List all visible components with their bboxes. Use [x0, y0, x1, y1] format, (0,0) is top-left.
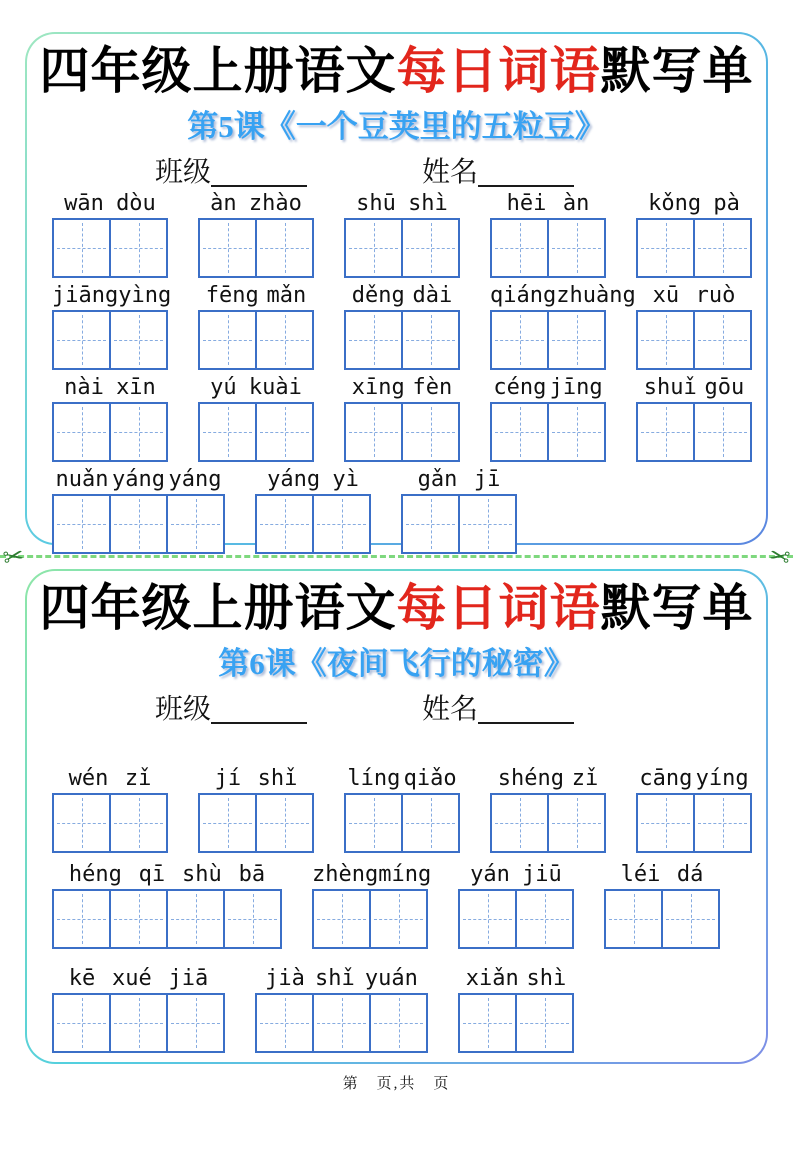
writing-cell — [198, 218, 257, 278]
writing-cell — [255, 402, 314, 462]
pinyin-label — [52, 765, 168, 792]
pinyin-label — [52, 190, 168, 217]
worksheet-card-1 — [25, 32, 768, 545]
pinyin-label — [52, 861, 282, 888]
pinyin-syllable: qiǎo — [403, 766, 457, 791]
writing-cell — [369, 889, 428, 949]
writing-grid — [490, 310, 606, 370]
worksheet-card-2-inner — [27, 571, 766, 1062]
writing-cell — [401, 402, 460, 462]
pinyin-syllable: jiū — [522, 862, 562, 887]
pinyin-syllable: dòu — [116, 191, 156, 216]
pinyin-syllable: céng — [493, 375, 547, 400]
writing-cell — [490, 218, 549, 278]
writing-cell — [109, 402, 168, 462]
pinyin-label — [52, 374, 168, 401]
word-unit — [490, 190, 606, 278]
writing-cell — [604, 889, 663, 949]
word-rows — [27, 765, 766, 1053]
writing-cell — [109, 889, 168, 949]
pinyin-syllable: fèn — [412, 375, 453, 400]
pinyin-label — [344, 190, 460, 217]
pinyin-syllable: kǒng — [648, 191, 702, 216]
writing-grid — [312, 889, 428, 949]
writing-cell — [344, 793, 403, 853]
writing-cell — [344, 218, 403, 278]
writing-cell — [636, 310, 695, 370]
word-unit — [198, 190, 314, 278]
writing-cell — [109, 218, 168, 278]
pinyin-syllable: héng — [68, 862, 122, 887]
word-unit — [52, 466, 225, 554]
pinyin-syllable: qī — [138, 862, 166, 887]
word-unit — [458, 861, 574, 949]
word-unit — [636, 282, 752, 370]
pinyin-syllable: jià — [265, 966, 305, 991]
pinyin-syllable: zǐ — [124, 766, 152, 791]
form-row — [27, 150, 766, 186]
writing-cell — [490, 310, 549, 370]
pinyin-label — [52, 965, 225, 992]
writing-grid — [604, 889, 720, 949]
pinyin-syllable: wén — [68, 766, 109, 791]
pinyin-syllable: qiáng — [490, 283, 557, 308]
writing-cell — [458, 993, 517, 1053]
name-label: 姓名 — [422, 157, 479, 188]
word-unit — [490, 765, 606, 853]
word-unit — [52, 965, 225, 1053]
writing-grid — [255, 993, 428, 1053]
word-unit — [604, 861, 720, 949]
writing-cell — [166, 993, 225, 1053]
writing-cell — [344, 310, 403, 370]
word-unit — [198, 765, 314, 853]
pinyin-syllable: jí — [214, 766, 242, 791]
word-unit — [52, 282, 172, 370]
pinyin-syllable: shū — [356, 191, 396, 216]
pinyin-syllable: shì — [526, 966, 567, 991]
pinyin-syllable: kuài — [248, 375, 302, 400]
writing-cell — [547, 402, 606, 462]
word-unit — [344, 282, 460, 370]
pinyin-label — [198, 374, 314, 401]
writing-cell — [401, 218, 460, 278]
writing-cell — [693, 402, 752, 462]
word-unit — [490, 282, 636, 370]
pinyin-syllable: gōu — [704, 375, 745, 400]
writing-cell — [401, 793, 460, 853]
pinyin-syllable: dài — [412, 283, 453, 308]
pinyin-label — [490, 190, 606, 217]
scissors-icon: ✂ — [766, 540, 793, 573]
pinyin-syllable: wān — [64, 191, 104, 216]
word-unit — [255, 466, 371, 554]
pinyin-syllable: zhuàng — [556, 283, 636, 308]
writing-cell — [255, 310, 314, 370]
word-row — [52, 190, 766, 278]
pinyin-syllable: yáng — [267, 467, 321, 492]
writing-cell — [661, 889, 720, 949]
pinyin-syllable: xū — [652, 283, 680, 308]
writing-grid — [52, 310, 168, 370]
writing-grid — [52, 889, 282, 949]
writing-cell — [52, 889, 111, 949]
pinyin-label — [458, 965, 574, 992]
scissors-icon: ✂ — [0, 540, 27, 573]
writing-grid — [636, 793, 752, 853]
pinyin-label — [636, 765, 752, 792]
pinyin-label — [636, 282, 752, 309]
writing-grid — [198, 310, 314, 370]
pinyin-label — [344, 765, 460, 792]
writing-cell — [547, 218, 606, 278]
word-unit — [344, 765, 460, 853]
class-label: 班级 — [155, 694, 212, 725]
writing-cell — [255, 793, 314, 853]
pinyin-label — [198, 190, 314, 217]
writing-cell — [109, 993, 168, 1053]
writing-cell — [693, 310, 752, 370]
form-row — [27, 687, 766, 723]
word-row — [52, 466, 766, 554]
lesson-subtitle: 第6课《夜间飞行的秘密》 — [218, 646, 575, 681]
pinyin-syllable: xīn — [116, 375, 156, 400]
pinyin-syllable: àn — [562, 191, 590, 216]
pinyin-syllable: nuǎn — [55, 467, 109, 492]
word-unit — [198, 374, 314, 462]
word-unit — [636, 190, 752, 278]
pinyin-syllable: míng — [378, 862, 432, 887]
writing-cell — [515, 993, 574, 1053]
writing-cell — [693, 218, 752, 278]
pinyin-label — [255, 965, 428, 992]
pinyin-syllable: shù — [182, 862, 222, 887]
writing-grid — [198, 402, 314, 462]
writing-cell — [52, 402, 111, 462]
pinyin-syllable: nài — [64, 375, 104, 400]
writing-cell — [369, 993, 428, 1053]
word-rows — [27, 190, 766, 554]
pinyin-syllable: jiāng — [52, 283, 119, 308]
writing-grid — [636, 218, 752, 278]
pinyin-syllable: zǐ — [571, 766, 599, 791]
writing-cell — [52, 993, 111, 1053]
word-unit — [490, 374, 606, 462]
title-highlight: 每日词语 — [396, 43, 601, 99]
pinyin-syllable: hēi — [506, 191, 547, 216]
writing-cell — [198, 310, 257, 370]
writing-grid — [458, 993, 574, 1053]
pinyin-syllable: mǎn — [266, 283, 307, 308]
writing-cell — [547, 310, 606, 370]
worksheet-card-2 — [25, 569, 768, 1064]
pinyin-syllable: àn — [210, 191, 237, 216]
word-unit — [458, 965, 574, 1053]
pinyin-syllable: dá — [676, 862, 704, 887]
pinyin-syllable: yú — [210, 375, 237, 400]
lesson-subtitle: 第5课《一个豆荚里的五粒豆》 — [187, 109, 606, 144]
writing-cell — [255, 218, 314, 278]
pinyin-label — [490, 374, 606, 401]
word-unit — [52, 861, 282, 949]
writing-cell — [312, 993, 371, 1053]
writing-grid — [52, 402, 168, 462]
worksheet-title — [27, 44, 766, 99]
pinyin-syllable: shéng — [497, 766, 564, 791]
pinyin-syllable: shuǐ — [643, 375, 697, 400]
word-unit — [255, 965, 428, 1053]
class-label: 班级 — [155, 157, 212, 188]
pinyin-syllable: jīng — [549, 375, 603, 400]
pinyin-label — [458, 861, 574, 888]
writing-cell — [547, 793, 606, 853]
writing-cell — [52, 793, 111, 853]
word-unit — [198, 282, 314, 370]
word-unit — [344, 190, 460, 278]
writing-cell — [52, 218, 111, 278]
pinyin-syllable: xué — [112, 966, 152, 991]
cut-line-divider — [0, 540, 793, 573]
writing-cell — [198, 793, 257, 853]
writing-grid — [490, 218, 606, 278]
title-prefix: 四年级上册语文 — [39, 43, 397, 99]
pinyin-syllable: pà — [713, 191, 740, 216]
name-blank-line — [478, 157, 574, 187]
writing-grid — [198, 218, 314, 278]
word-unit — [401, 466, 517, 554]
pinyin-syllable: jiā — [168, 966, 209, 991]
pinyin-syllable: kē — [68, 966, 96, 991]
writing-cell — [636, 402, 695, 462]
writing-cell — [401, 310, 460, 370]
writing-cell — [515, 889, 574, 949]
title-prefix: 四年级上册语文 — [39, 580, 397, 636]
worksheet-page — [0, 32, 793, 1154]
pinyin-syllable: zhèng — [312, 862, 379, 887]
name-blank-line — [478, 694, 574, 724]
title-highlight: 每日词语 — [396, 580, 601, 636]
pinyin-syllable: zhào — [248, 191, 302, 216]
pinyin-label — [312, 861, 432, 888]
pinyin-syllable: jī — [473, 467, 501, 492]
pinyin-syllable: líng — [347, 766, 401, 791]
writing-cell — [636, 218, 695, 278]
pinyin-syllable: yuán — [364, 966, 418, 991]
pinyin-syllable: xiǎn — [465, 966, 519, 991]
class-blank-line — [211, 157, 307, 187]
pinyin-label — [401, 466, 517, 493]
word-unit — [52, 190, 168, 278]
word-row — [52, 374, 766, 462]
writing-grid — [52, 993, 225, 1053]
name-label: 姓名 — [422, 694, 479, 725]
class-blank-line — [211, 694, 307, 724]
writing-cell — [198, 402, 257, 462]
worksheet-card-1-inner — [27, 34, 766, 543]
pinyin-label — [636, 190, 752, 217]
writing-grid — [344, 793, 460, 853]
writing-grid — [490, 793, 606, 853]
writing-grid — [490, 402, 606, 462]
pinyin-label — [490, 282, 636, 309]
pinyin-syllable: yáng — [168, 467, 222, 492]
word-row — [52, 861, 766, 949]
pinyin-label — [198, 765, 314, 792]
pinyin-label — [490, 765, 606, 792]
page-footer: 第 页,共 页 — [342, 1076, 451, 1092]
word-row — [52, 965, 766, 1053]
pinyin-syllable: yìng — [118, 283, 172, 308]
writing-cell — [312, 889, 371, 949]
word-unit — [636, 374, 752, 462]
pinyin-syllable: gǎn — [417, 467, 458, 492]
writing-cell — [109, 310, 168, 370]
pinyin-label — [52, 466, 225, 493]
writing-cell — [344, 402, 403, 462]
word-unit — [636, 765, 752, 853]
pinyin-label — [344, 374, 460, 401]
pinyin-syllable: shì — [408, 191, 448, 216]
writing-grid — [52, 218, 168, 278]
writing-cell — [693, 793, 752, 853]
writing-grid — [344, 218, 460, 278]
word-row — [52, 765, 766, 853]
pinyin-syllable: xīng — [351, 375, 405, 400]
writing-grid — [458, 889, 574, 949]
word-unit — [344, 374, 460, 462]
writing-cell — [166, 889, 225, 949]
writing-cell — [636, 793, 695, 853]
writing-cell — [52, 310, 111, 370]
pinyin-label — [604, 861, 720, 888]
pinyin-label — [636, 374, 752, 401]
title-suffix: 默写单 — [600, 580, 754, 636]
writing-cell — [255, 993, 314, 1053]
worksheet-title — [27, 581, 766, 636]
word-unit — [52, 374, 168, 462]
writing-grid — [52, 793, 168, 853]
pinyin-syllable: fēng — [205, 283, 259, 308]
writing-cell — [458, 889, 517, 949]
writing-grid — [636, 402, 752, 462]
pinyin-label — [198, 282, 314, 309]
writing-grid — [198, 793, 314, 853]
pinyin-label — [344, 282, 460, 309]
pinyin-syllable: yáng — [111, 467, 165, 492]
pinyin-label — [255, 466, 371, 493]
writing-grid — [344, 310, 460, 370]
pinyin-label — [52, 282, 172, 309]
pinyin-syllable: yán — [470, 862, 510, 887]
pinyin-syllable: bā — [238, 862, 266, 887]
word-unit — [312, 861, 432, 949]
pinyin-syllable: cāng — [639, 766, 693, 791]
writing-cell — [109, 793, 168, 853]
title-suffix: 默写单 — [600, 43, 754, 99]
pinyin-syllable: shǐ — [315, 966, 355, 991]
writing-cell — [490, 402, 549, 462]
pinyin-syllable: yì — [332, 467, 359, 492]
word-unit — [52, 765, 168, 853]
pinyin-syllable: děng — [351, 283, 405, 308]
writing-grid — [636, 310, 752, 370]
pinyin-syllable: shǐ — [257, 766, 298, 791]
writing-cell — [223, 889, 282, 949]
pinyin-syllable: ruò — [695, 283, 736, 308]
pinyin-syllable: léi — [620, 862, 661, 887]
word-row — [52, 282, 766, 370]
pinyin-syllable: yíng — [695, 766, 749, 791]
writing-grid — [344, 402, 460, 462]
writing-cell — [490, 793, 549, 853]
